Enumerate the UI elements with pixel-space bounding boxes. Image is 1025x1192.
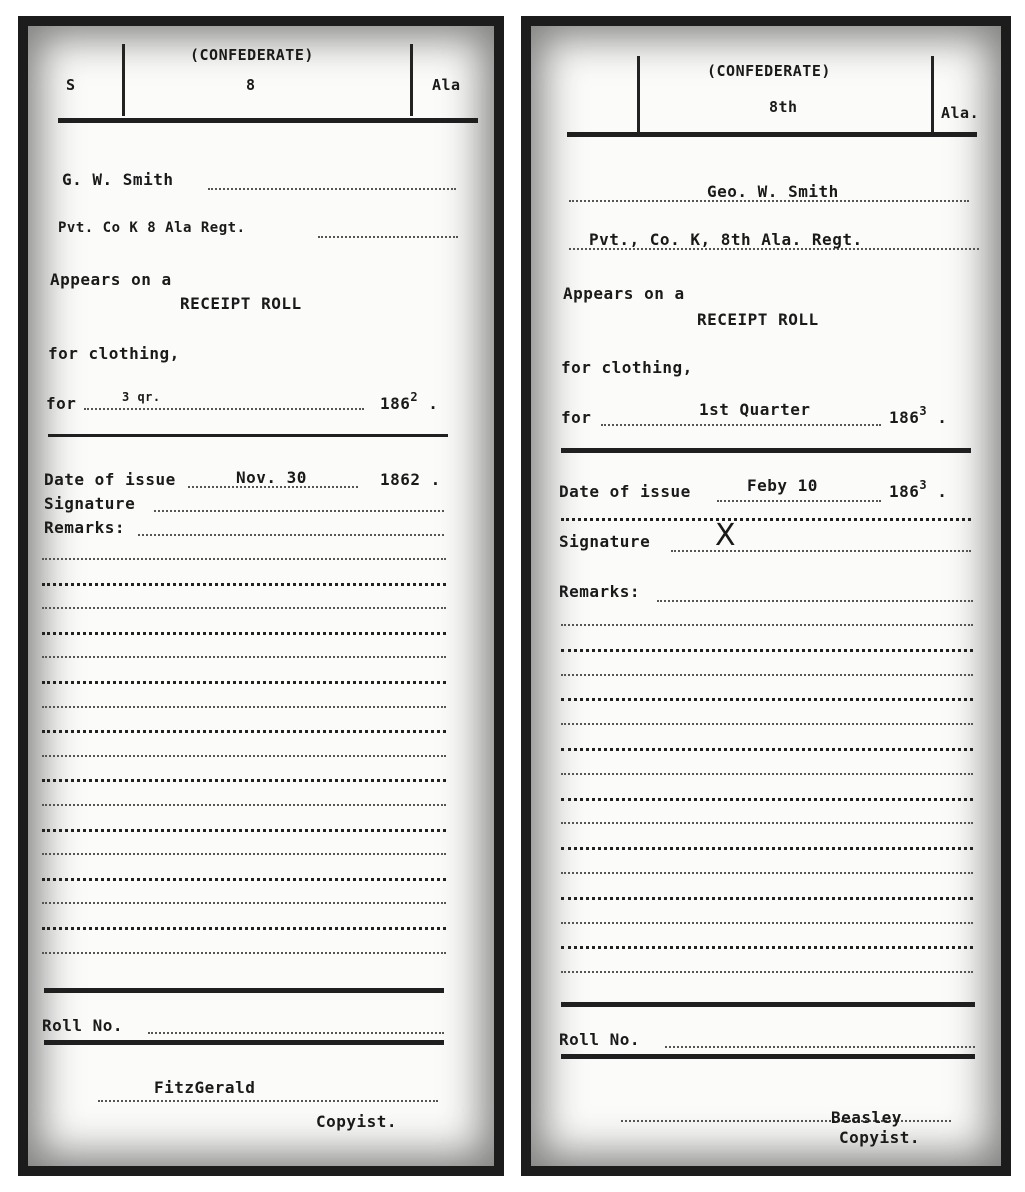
remark-line (561, 723, 973, 725)
appears-on-label: Appears on a (50, 270, 172, 289)
remark-line (561, 847, 973, 850)
signature-dotted-line (154, 510, 444, 512)
right-service-card (521, 16, 1011, 1176)
header-divider-right (931, 56, 934, 132)
copyist-name: FitzGerald (154, 1078, 256, 1097)
signature-label: Signature (44, 494, 136, 513)
header-divider-left (122, 44, 125, 116)
header-rule (567, 132, 977, 137)
section-rule-1 (561, 448, 971, 453)
name-dotted-line (208, 188, 456, 190)
remark-line (42, 706, 446, 708)
date-of-issue-label: Date of issue (559, 482, 691, 501)
roll-type: RECEIPT ROLL (697, 310, 819, 329)
purpose-label: for clothing, (48, 344, 180, 363)
for-dotted-line (84, 408, 364, 410)
remark-line (42, 558, 446, 560)
header-divider-left (637, 56, 640, 132)
remark-line (42, 656, 446, 658)
remark-line (561, 698, 973, 701)
regiment-number: 8th (769, 98, 798, 116)
roll-type: RECEIPT ROLL (180, 294, 302, 313)
remark-line (561, 798, 973, 801)
state-abbrev: Ala (432, 76, 461, 94)
roll-number-dotted-line (148, 1032, 444, 1034)
purpose-label: for clothing, (561, 358, 693, 377)
roll-number-dotted-line (665, 1046, 975, 1048)
year-of-issue: $186^3$ . (889, 478, 948, 501)
for-dotted-line (601, 424, 881, 426)
remark-line (42, 755, 446, 757)
section-rule-2 (561, 1002, 975, 1007)
state-abbrev: Ala. (941, 104, 980, 122)
remark-line (42, 607, 446, 609)
state-prefix: S (66, 76, 76, 94)
remark-line (42, 902, 446, 904)
remark-line (42, 779, 446, 782)
date-of-issue-value: Nov. 30 (236, 468, 307, 487)
remark-line (42, 927, 446, 930)
rank-unit: Pvt. Co K 8 Ala Regt. (58, 220, 246, 236)
section-rule-3 (44, 1040, 444, 1045)
remark-line (42, 681, 446, 684)
remark-line (561, 773, 973, 775)
for-value: 1st Quarter (699, 400, 811, 419)
remark-line (42, 878, 446, 881)
date-dotted-line (717, 500, 881, 502)
regiment-number: 8 (246, 76, 256, 94)
left-service-card (18, 16, 504, 1176)
for-label: for (561, 408, 592, 427)
remarks-dotted-line (138, 534, 444, 536)
copyist-dotted-line (98, 1100, 438, 1102)
year-of-issue: 1862 . (380, 470, 441, 489)
remark-line (42, 632, 446, 635)
remark-line (561, 922, 973, 924)
signature-mark: X (715, 518, 736, 553)
remark-line (561, 946, 973, 949)
section-rule-3 (561, 1054, 975, 1059)
remarks-label: Remarks: (44, 518, 126, 537)
copyist-label: Copyist. (839, 1128, 921, 1147)
remark-line (42, 829, 446, 832)
rank-dotted-line (318, 236, 458, 238)
section-rule-2 (44, 988, 444, 993)
rank-unit: Pvt., Co. K, 8th Ala. Regt. (589, 230, 863, 249)
remark-line (42, 583, 446, 586)
year-for: $186^2$ . (380, 390, 439, 413)
soldier-name: G. W. Smith (62, 170, 174, 189)
remark-line (561, 872, 973, 874)
for-label: for (46, 394, 77, 413)
for-value: 3 qr. (122, 390, 161, 404)
remark-line (42, 853, 446, 855)
date-underline (561, 518, 971, 521)
section-rule-1 (48, 434, 448, 437)
remark-line (561, 897, 973, 900)
remarks-label: Remarks: (559, 582, 641, 601)
copyist-name: Beasley (831, 1108, 902, 1127)
signature-label: Signature (559, 532, 651, 551)
remark-line (42, 804, 446, 806)
soldier-name: Geo. W. Smith (707, 182, 839, 201)
year-for: $186^3$ . (889, 404, 948, 427)
remark-line (42, 730, 446, 733)
confederate-label: (CONFEDERATE) (707, 62, 831, 80)
header-divider-right (410, 44, 413, 116)
remark-line (561, 971, 973, 973)
remark-line (42, 952, 446, 954)
date-of-issue-value: Feby 10 (747, 476, 818, 495)
header-rule (58, 118, 478, 123)
remarks-dotted-line (657, 600, 973, 602)
copyist-label: Copyist. (316, 1112, 398, 1131)
roll-number-label: Roll No. (42, 1016, 124, 1035)
appears-on-label: Appears on a (563, 284, 685, 303)
remark-line (561, 649, 973, 652)
remark-line (561, 822, 973, 824)
roll-number-label: Roll No. (559, 1030, 641, 1049)
remark-line (561, 624, 973, 626)
confederate-label: (CONFEDERATE) (190, 46, 314, 64)
remark-line (561, 674, 973, 676)
remark-line (561, 748, 973, 751)
date-of-issue-label: Date of issue (44, 470, 176, 489)
